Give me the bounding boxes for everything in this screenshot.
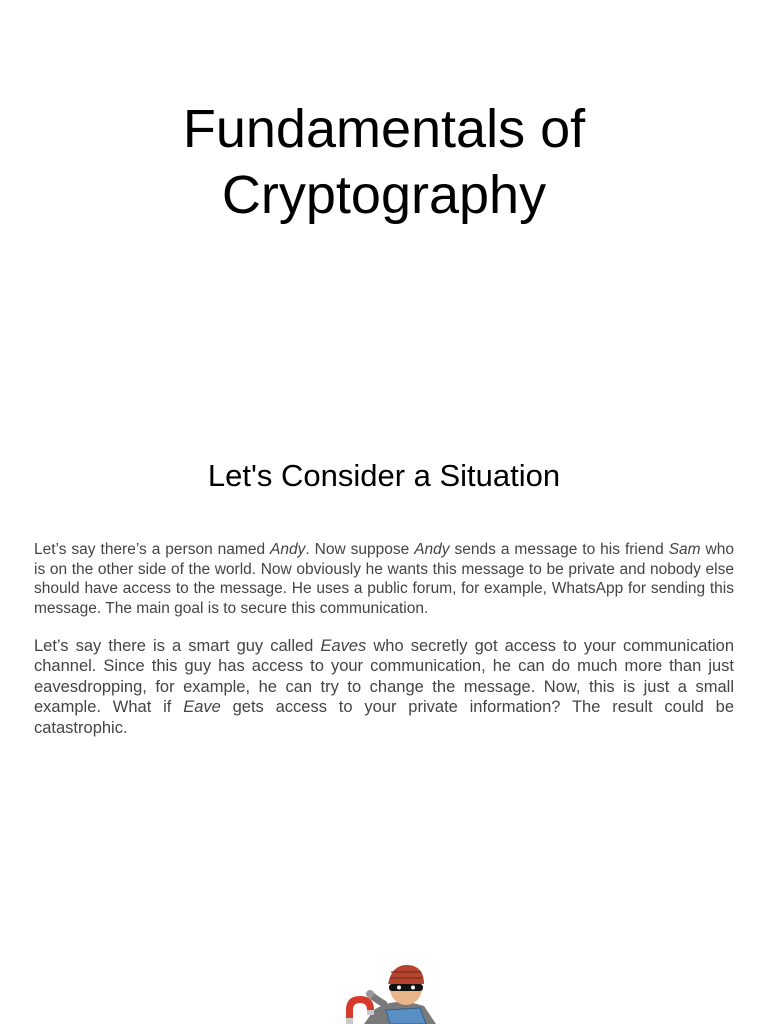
paragraph-andy-sam [34, 540, 734, 618]
slide-title-line-2: Cryptography [221, 165, 547, 225]
section-heading: Let's Consider a Situation [207, 458, 561, 493]
name-eaves: Eaves [320, 637, 367, 655]
hacker-mask [389, 984, 423, 991]
name-sam: Sam [668, 541, 701, 558]
slide-title [0, 96, 768, 228]
paragraph-eaves [34, 636, 734, 738]
paragraph-text: who secretly got access to your communication channel. Since this guy has access to your communication, he can do much more than just eavesdropping, for example, he can try to change the message. Now, this is just a small example. What if [34, 637, 734, 717]
hacker-hat [388, 965, 424, 984]
hacker-with-magnet-icon [336, 958, 446, 1024]
paragraph-text: . Now suppose [305, 541, 415, 558]
name-eave: Eave [183, 698, 221, 717]
paragraph-text: sends a message to his friend [449, 541, 669, 558]
name-andy: Andy [414, 541, 450, 558]
name-andy: Andy [270, 541, 306, 558]
paragraph-text: Let’s say there’s a person named [34, 541, 271, 558]
laptop-icon [386, 1008, 426, 1024]
slide-title-line-1: Fundamentals of [182, 99, 586, 159]
paragraph-text: gets access to your private information? The result could be catastrophic. [34, 698, 735, 737]
paragraph-text: Let’s say there is a smart guy called [34, 637, 321, 655]
paragraph-text: who is on the other side of the world. Now obviously he wants this message to be private and nobody else should have access to the message. He uses a public forum, for example, WhatsApp for sending this message. The main goal is to secure this communication. [34, 541, 734, 617]
